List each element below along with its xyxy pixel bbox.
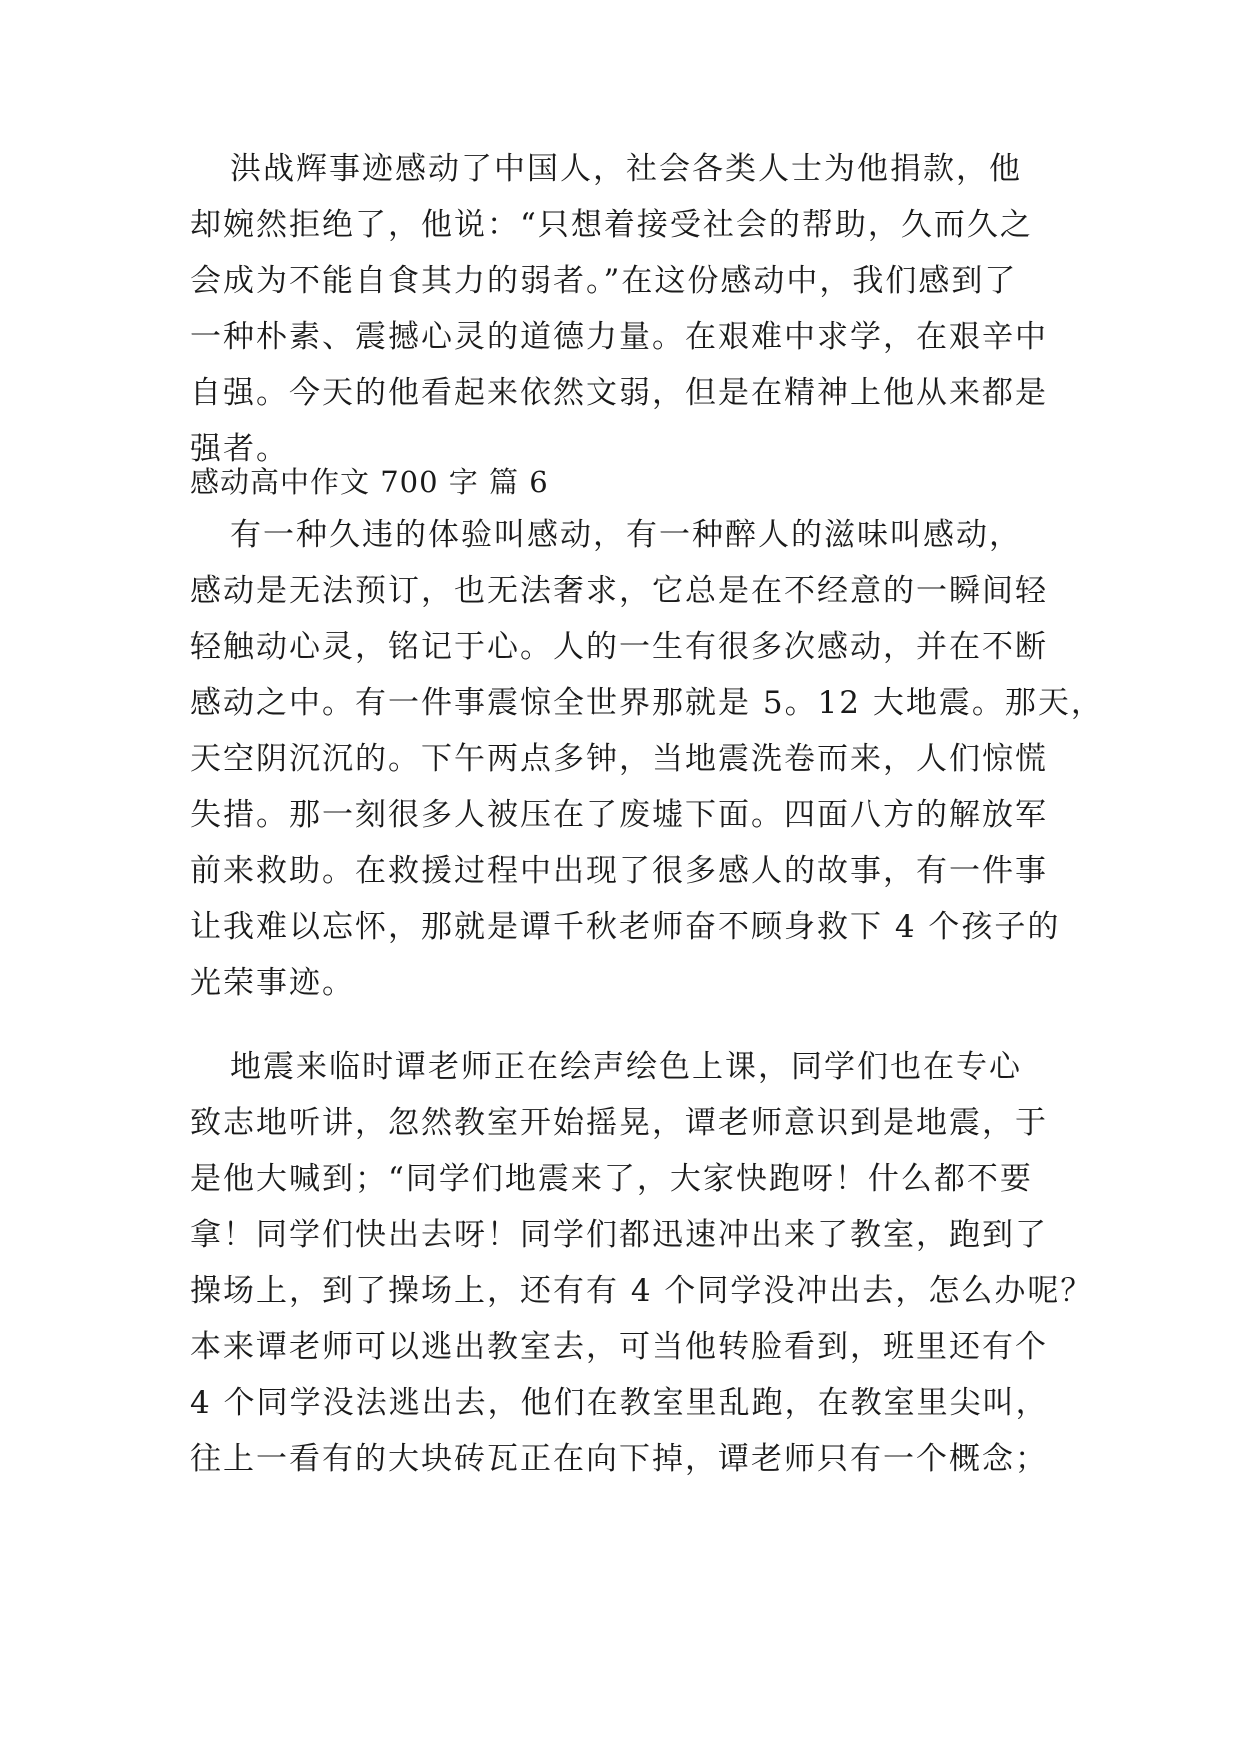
paragraph-line: 4 个同学没法逃出去，他们在教室里乱跑，在教室里尖叫， <box>190 1385 1049 1421</box>
paragraph-line: 天空阴沉沉的。下午两点多钟，当地震洗卷而来，人们惊慌 <box>190 741 1048 777</box>
paragraph-line: 失措。那一刻很多人被压在了废墟下面。四面八方的解放军 <box>190 797 1048 833</box>
paragraph-line: 有一种久违的体验叫感动，有一种醉人的滋味叫感动， <box>230 517 1022 553</box>
paragraph-line: 前来救助。在救援过程中出现了很多感人的故事，有一件事 <box>190 853 1048 889</box>
paragraph-line: 感动是无法预订，也无法奢求，它总是在不经意的一瞬间轻 <box>190 573 1048 609</box>
paragraph-line: 地震来临时谭老师正在绘声绘色上课，同学们也在专心 <box>230 1049 1022 1085</box>
paragraph-line: 感动之中。有一件事震惊全世界那就是 5。12 大地震。那天， <box>190 685 1104 721</box>
paragraph-line: 强者。 <box>190 431 289 467</box>
paragraph-line: 轻触动心灵，铭记于心。人的一生有很多次感动，并在不断 <box>190 629 1048 665</box>
paragraph-line: 致志地听讲，忽然教室开始摇晃，谭老师意识到是地震，于 <box>190 1105 1048 1141</box>
paragraph-line: 往上一看有的大块砖瓦正在向下掉，谭老师只有一个概念； <box>190 1441 1048 1477</box>
paragraph-line: 光荣事迹。 <box>190 965 355 1001</box>
paragraph-line: 会成为不能自食其力的弱者。”在这份感动中，我们感到了 <box>190 263 1018 299</box>
paragraph-line: 是他大喊到；“同学们地震来了，大家快跑呀！什么都不要 <box>190 1161 1033 1197</box>
paragraph-line: 一种朴素、震撼心灵的道德力量。在艰难中求学，在艰辛中 <box>190 319 1048 355</box>
paragraph-line: 本来谭老师可以逃出教室去，可当他转脸看到，班里还有个 <box>190 1329 1048 1365</box>
section-heading: 感动高中作文 700 字 篇 6 <box>190 465 549 499</box>
paragraph-line: 拿！同学们快出去呀！同学们都迅速冲出来了教室，跑到了 <box>190 1217 1048 1253</box>
paragraph-line: 却婉然拒绝了，他说：“只想着接受社会的帮助，久而久之 <box>190 207 1033 243</box>
paragraph-line: 自强。今天的他看起来依然文弱，但是在精神上他从来都是 <box>190 375 1048 411</box>
paragraph-line: 洪战辉事迹感动了中国人，社会各类人士为他捐款，他 <box>230 151 1022 187</box>
paragraph-line: 让我难以忘怀，那就是谭千秋老师奋不顾身救下 4 个孩子的 <box>190 909 1061 945</box>
paragraph-line: 操场上，到了操场上，还有有 4 个同学没冲出去，怎么办呢？ <box>190 1273 1094 1309</box>
